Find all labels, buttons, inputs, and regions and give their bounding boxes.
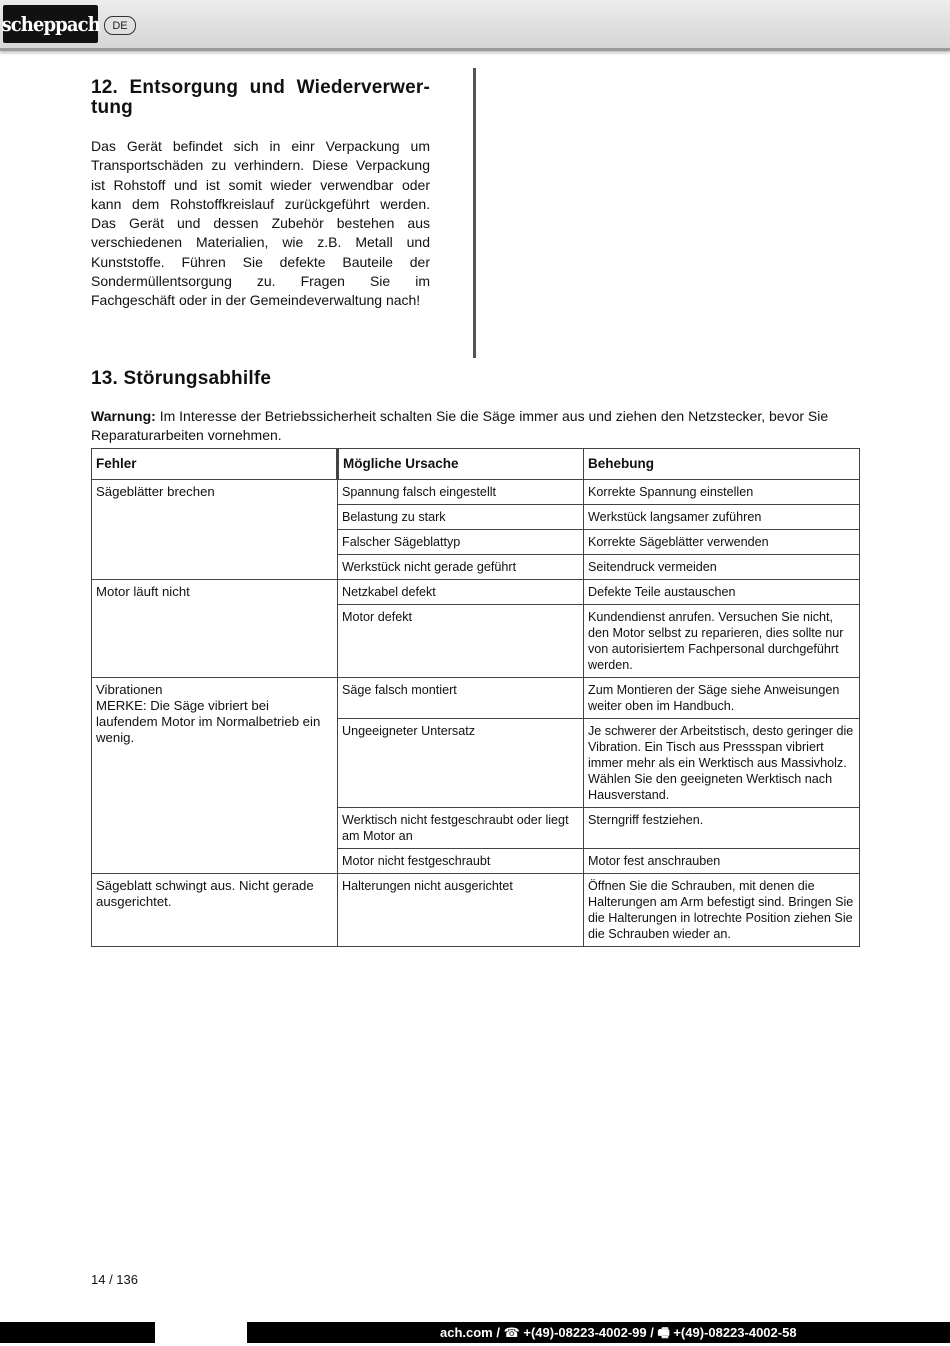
cause-cell: Ungeeigneter Untersatz xyxy=(338,719,584,808)
cause-cell: Spannung falsch eingestellt xyxy=(338,480,584,505)
header-bar xyxy=(0,0,950,51)
cause-cell: Werkstück nicht gerade geführt xyxy=(338,555,584,580)
warning-note xyxy=(91,407,861,445)
table-row xyxy=(92,580,860,605)
table-header-row xyxy=(92,449,860,480)
warning-text: Im Interesse der Betriebssicherheit schalten Sie die Säge immer aus und ziehen den Netzstecker, bevor Sie Reparaturarbeiten vornehmen. xyxy=(91,408,829,443)
section-13-title: 13. Störungsabhilfe xyxy=(91,368,272,389)
fix-cell: Zum Montieren der Säge siehe Anweisungen weiter oben im Handbuch. xyxy=(584,678,860,719)
header-fix: Behebung xyxy=(584,449,860,480)
section-12-title: 12. Entsorgung und Wiederverwer-tung xyxy=(91,77,430,118)
cause-cell: Belastung zu stark xyxy=(338,505,584,530)
fault-cell xyxy=(92,580,338,678)
language-badge: DE xyxy=(104,16,136,35)
section-12-body: Das Gerät befindet sich in einr Verpackung um Transportschäden zu verhindern. Diese Verpackung ist Rohstoff und ist somit wieder verwendbar oder kann dem Rohstoffkreislauf zurückgeführt werden. Das Gerät und dessen Zubehör bestehen aus verschiedenen Materialien, wie z.B. Metall und Kunststoffe. Führen Sie defekte Bauteile der Sondermüllentsorgung zu. Fragen Sie im Fachgeschäft oder in der Gemeindeverwaltung nach! xyxy=(91,138,430,309)
cause-cell: Werktisch nicht festgeschraubt oder liegt am Motor an xyxy=(338,808,584,849)
cause-cell: Falscher Sägeblattyp xyxy=(338,530,584,555)
fix-cell: Korrekte Spannung einstellen xyxy=(584,480,860,505)
fault-cell xyxy=(92,678,338,874)
fault-text: Motor läuft nicht xyxy=(96,584,190,599)
table-row xyxy=(92,874,860,947)
fault-text: Sägeblatt schwingt aus. Nicht gerade ausgerichtet. xyxy=(96,878,314,909)
cause-cell: Motor defekt xyxy=(338,605,584,678)
cause-cell: Halterungen nicht ausgerichtet xyxy=(338,874,584,947)
fix-cell: Öffnen Sie die Schrauben, mit denen die Halterungen am Arm befestigt sind. Bringen Sie die Halterungen in lotrechte Position ziehen Sie die Schrauben wieder an. xyxy=(584,874,860,947)
fix-cell: Je schwerer der Arbeitstisch, desto geringer die Vibration. Ein Tisch aus Pressspan vibriert immer mehr als ein Werktisch aus Massivholz. Wählen Sie den geeigneten Werktisch nach Hausverstand. xyxy=(584,719,860,808)
brand-logo-text: scheppach xyxy=(1,12,100,36)
footer-bar xyxy=(0,1322,950,1343)
fault-cell xyxy=(92,874,338,947)
page-number: 14 / 136 xyxy=(91,1272,138,1287)
table-row xyxy=(92,480,860,505)
fix-cell: Korrekte Sägeblätter verwenden xyxy=(584,530,860,555)
fix-cell: Defekte Teile austauschen xyxy=(584,580,860,605)
section-12 xyxy=(91,78,430,311)
header-fault: Fehler xyxy=(92,449,338,480)
troubleshooting-table xyxy=(91,448,860,947)
cause-cell: Motor nicht festgeschraubt xyxy=(338,849,584,874)
cause-cell: Säge falsch montiert xyxy=(338,678,584,719)
fix-cell: Werkstück langsamer zuführen xyxy=(584,505,860,530)
warning-label: Warnung: xyxy=(91,408,156,424)
fault-cell xyxy=(92,480,338,580)
header-cause: Mögliche Ursache xyxy=(338,449,584,480)
table-row xyxy=(92,678,860,719)
fix-cell: Motor fest anschrauben xyxy=(584,849,860,874)
fault-text: MERKE: Die Säge vibriert bei laufendem Motor im Normalbetrieb ein wenig. xyxy=(96,698,321,745)
cause-cell: Netzkabel defekt xyxy=(338,580,584,605)
fix-cell: Kundendienst anrufen. Versuchen Sie nicht, den Motor selbst zu reparieren, dies sollte nur von autorisiertem Fachpersonal durchgeführt werden. xyxy=(584,605,860,678)
column-divider xyxy=(473,68,476,358)
fix-cell: Seitendruck vermeiden xyxy=(584,555,860,580)
footer-contact: ach.com / ☎ +(49)-08223-4002-99 / 🖷 +(49)-08223-4002-58 xyxy=(440,1325,797,1340)
brand-logo xyxy=(3,5,98,43)
fault-text: Sägeblätter brechen xyxy=(96,484,215,499)
fix-cell: Sterngriff festziehen. xyxy=(584,808,860,849)
footer-gap xyxy=(155,1322,247,1343)
fault-text: Vibrationen xyxy=(96,682,163,697)
